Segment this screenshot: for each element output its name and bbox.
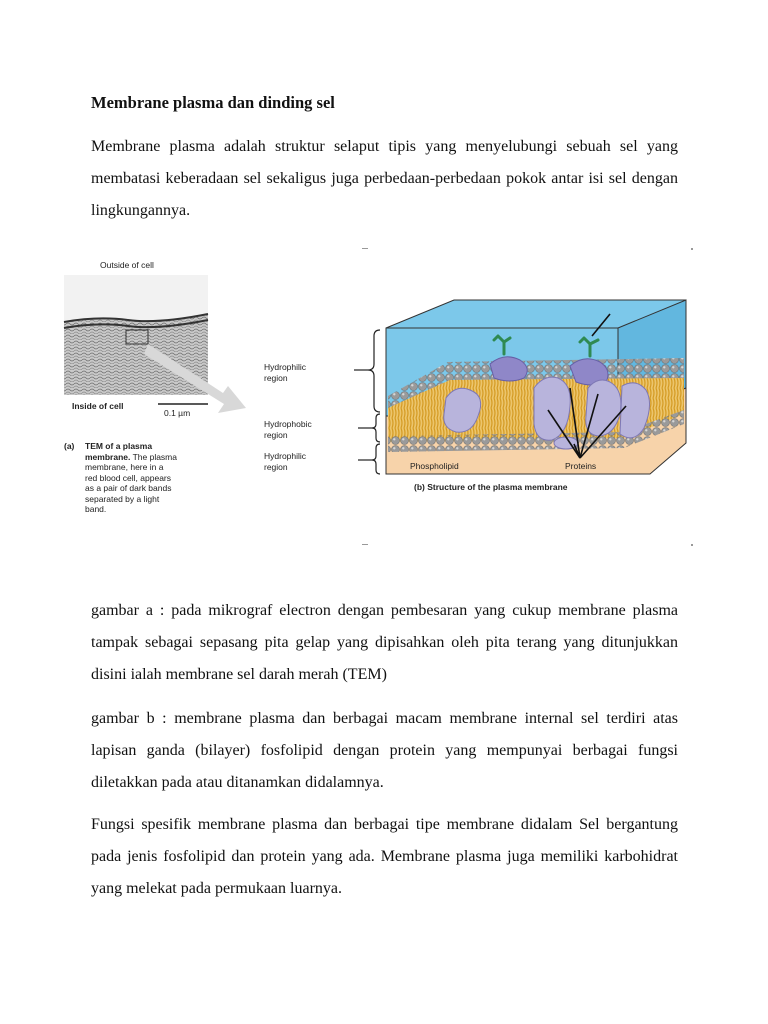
region-braces: [354, 330, 380, 474]
intro-paragraph: Membrane plasma adalah struktur selaput tipis yang menyelubungi sebuah sel yang membatasi keberadaan sel sekaligus juga perbedaan-perbedaan pokok antar isi sel dengan lingkungannya.: [91, 138, 678, 219]
hydrophilic-bottom-label: Hydrophilic region: [264, 451, 307, 472]
hydrophobic-label: Hydrophobic region: [264, 419, 312, 440]
hydrophilic-top-label: Hydrophilic region: [264, 362, 307, 383]
membrane-figure: [58, 238, 698, 550]
membrane-3d-model: [386, 300, 686, 474]
phospholipid-label: Phospholipid: [410, 461, 459, 471]
scale-label: 0.1 µm: [164, 408, 191, 418]
caption-a-prefix: (a): [64, 441, 75, 451]
explanation-b: gambar b : membrane plasma dan berbagai macam membrane internal sel terdiri atas lapisan ganda (bilayer) fosfolipid dengan protein yang mempunyai berbagai fungsi diletakkan pada atau ditanamkan didalamnya.: [91, 710, 678, 791]
caption-b: (b) Structure of the plasma membrane: [414, 482, 568, 492]
proteins-label: Proteins: [565, 461, 597, 471]
inside-of-cell-label: Inside of cell: [72, 401, 124, 411]
function-paragraph: Fungsi spesifik membrane plasma dan berbagai tipe membrane didalam Sel bergantung pada jenis fosfolipid dan protein yang ada. Membrane plasma juga memiliki karbohidrat yang melekat pada permukaan luarnya.: [91, 816, 678, 897]
caption-a-rest: The plasma membrane, here in a red blood cell, appears as a pair of dark bands separated by a light band.: [85, 451, 177, 514]
explanation-a: gambar a : pada mikrograf electron dengan pembesaran yang cukup membrane plasma tampak sebagai sepasang pita gelap yang dipisahkan oleh pita terang yang ditunjukkan disini ialah membrane sel darah merah (TEM): [91, 602, 678, 683]
page-title: Membrane plasma dan dinding sel: [91, 93, 335, 112]
tem-micrograph: [64, 275, 208, 404]
outside-of-cell-label: Outside of cell: [100, 260, 154, 270]
caption-a: [85, 441, 177, 515]
caption-a-bold: TEM of a plasma membrane.: [85, 441, 153, 462]
